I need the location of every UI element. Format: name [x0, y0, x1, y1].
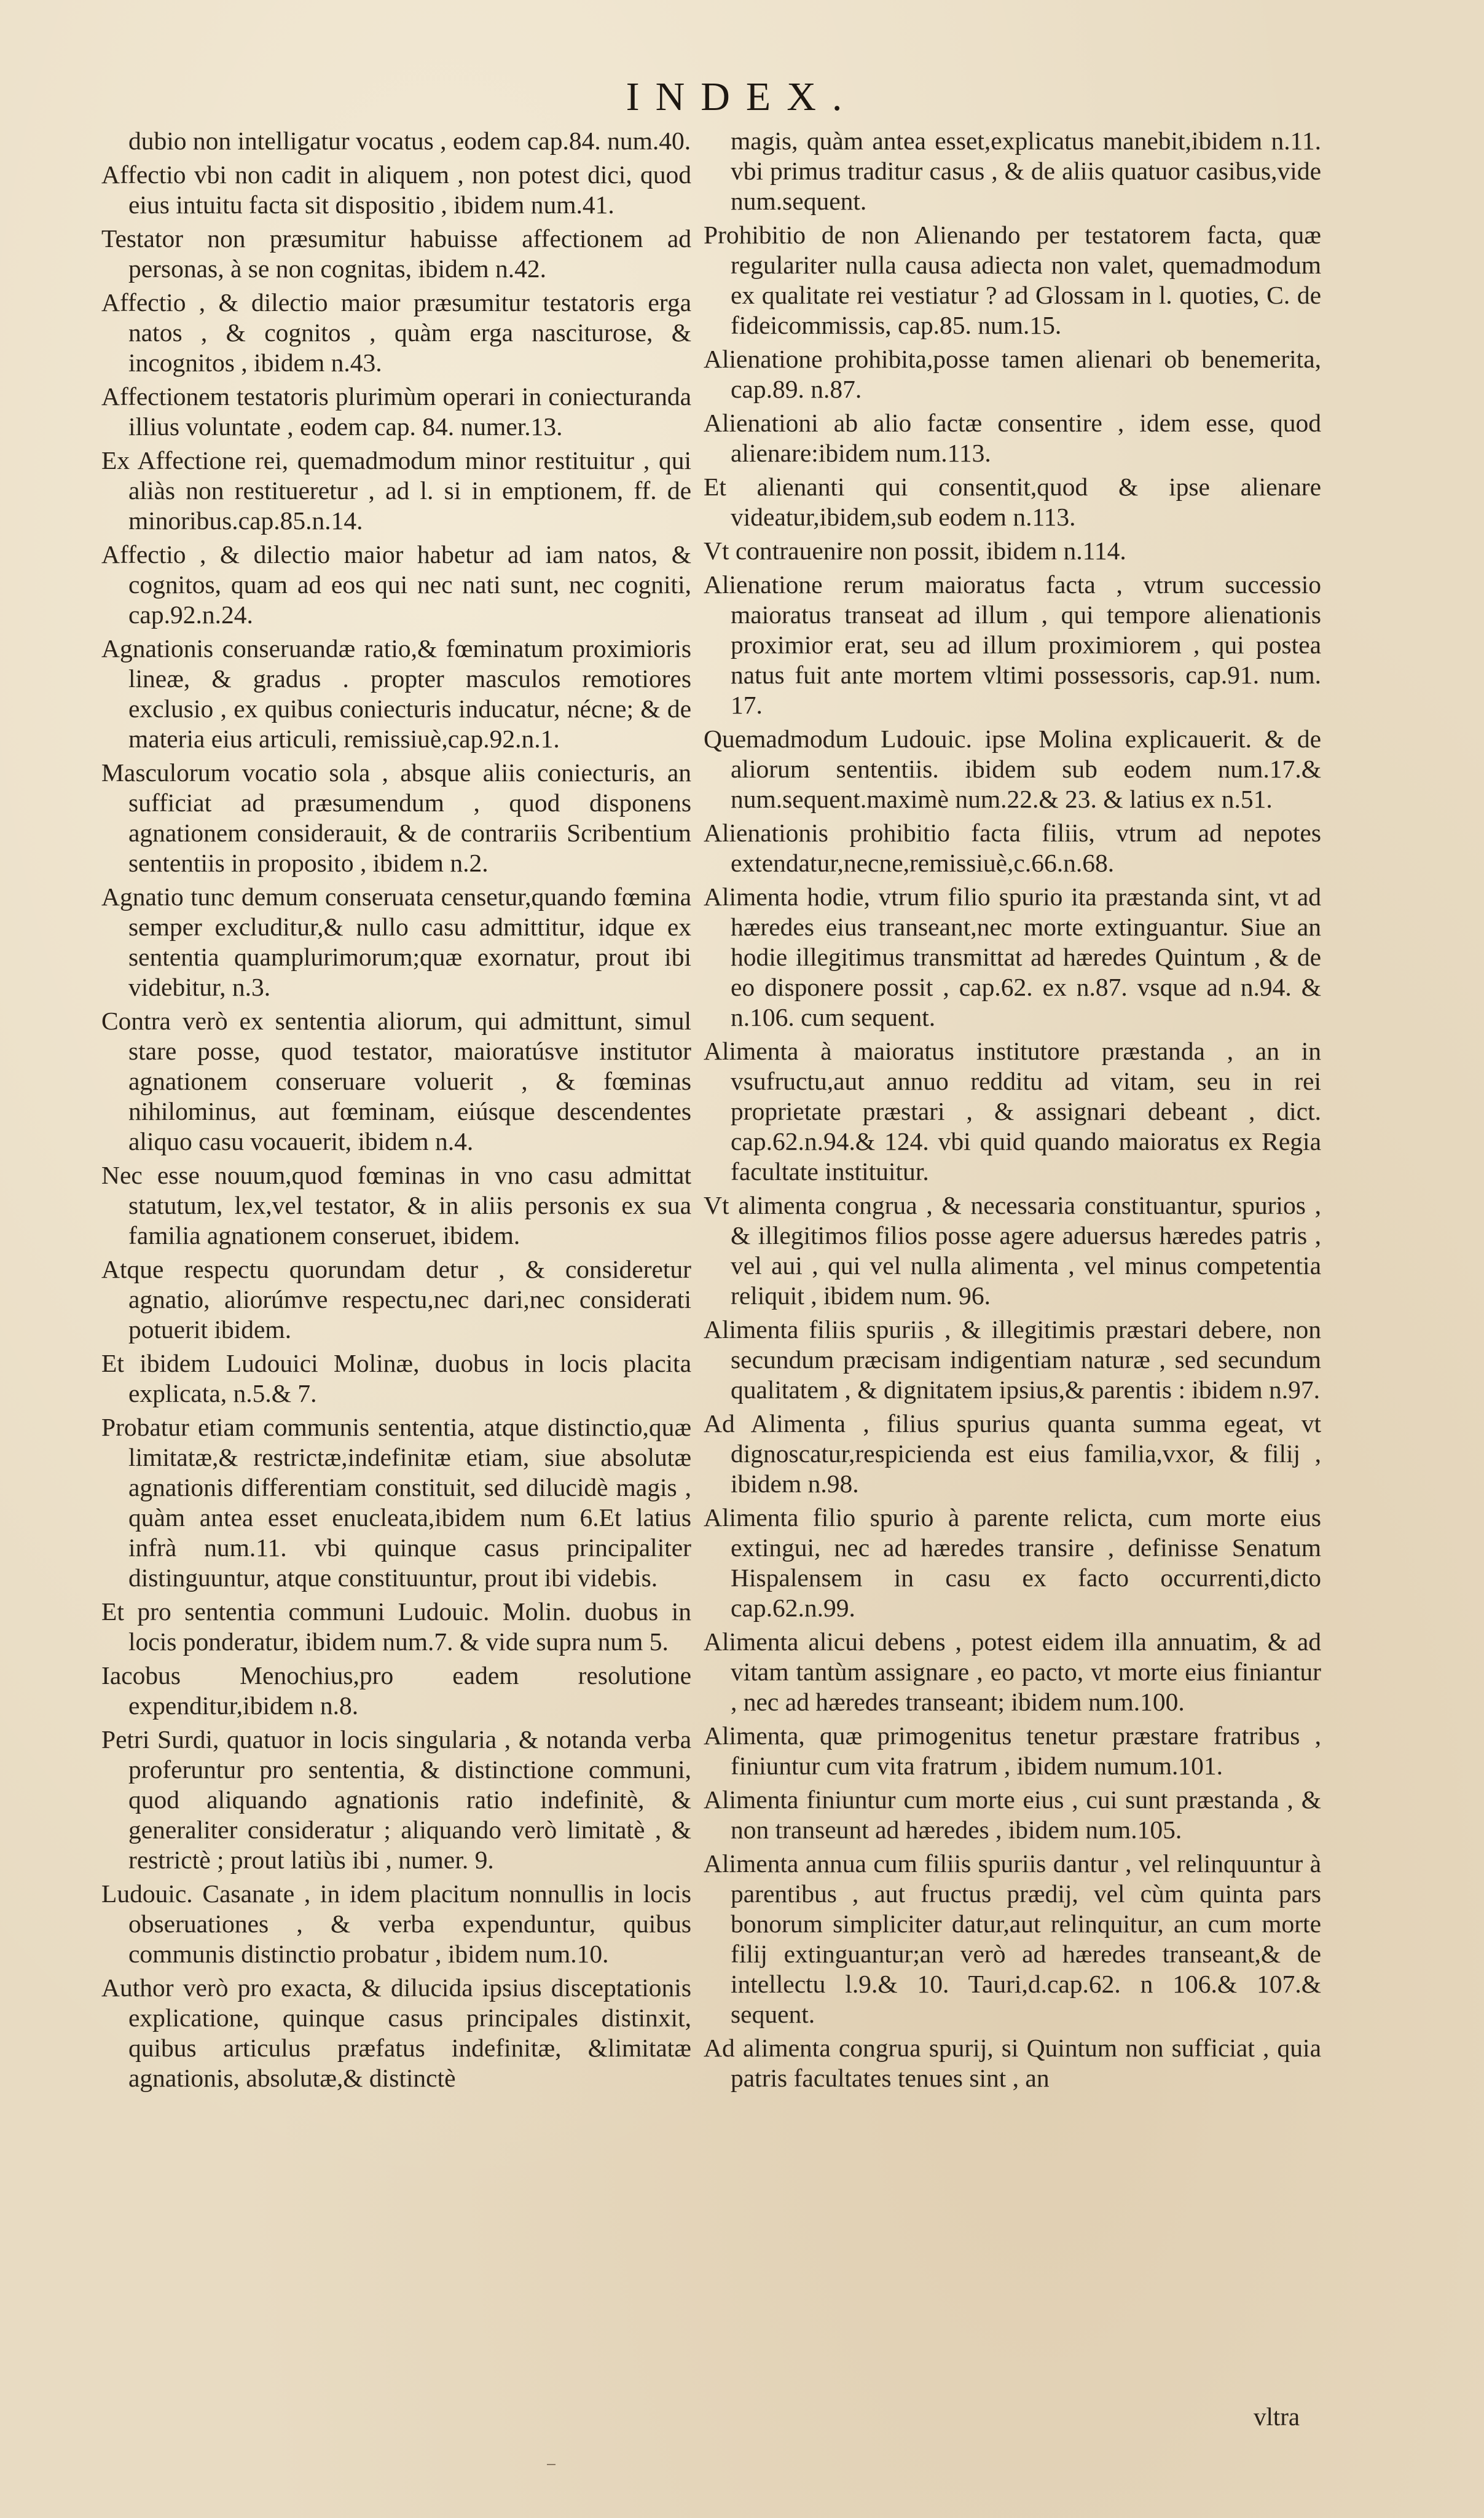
index-entry: magis, quàm antea esset,explicatus manebit,ibidem n.11. vbi primus traditur casus , & de aliis quatuor casibus,vide num.sequent.	[731, 127, 1321, 215]
index-entry: Vt alimenta congrua , & necessaria constituantur, spurios , & illegitimos filios posse agere aduersus hæredes patris , vel aui , qui vel nulla alimenta , vel minus competentia reliquit , ibidem num. 96.	[704, 1191, 1321, 1310]
index-entry: Alimenta à maioratus institutore præstanda , an in vsufructu,aut annuo redditu ad vitam, seu in rei proprietate præstari , & assignari debeant , dict. cap.62.n.94.& 124. vbi quid quando maioratus ex Regia facultate instituitur.	[704, 1037, 1321, 1186]
index-entry: Prohibitio de non Alienando per testatorem facta, quæ regulariter nulla causa adiecta non valet, quemadmodum ex qualitate rei vestiatur ? ad Glossam in l. quoties, C. de fideicommissis, cap.85. num.15.	[704, 221, 1321, 339]
index-entry: Alimenta alicui debens , potest eidem illa annuatim, & ad vitam tantùm assignare , eo pacto, vt morte eius finiantur , nec ad hæredes transeant; ibidem num.100.	[704, 1627, 1321, 1716]
index-entry: Alienationi ab alio factæ consentire , idem esse, quod alienare:ibidem num.113.	[704, 409, 1321, 467]
index-entry: Affectio , & dilectio maior præsumitur testatoris erga natos , & cognitos , quàm erga nasciturose, & incognitos , ibidem n.43.	[101, 288, 691, 377]
index-entry: Alimenta, quæ primogenitus tenetur præstare fratribus , finiuntur cum vita fratrum , ibidem numum.101.	[704, 1721, 1321, 1780]
index-entry: Affectionem testatoris plurimùm operari in coniecturanda illius voluntate , eodem cap. 84. numer.13.	[101, 382, 691, 441]
index-entry: Quemadmodum Ludouic. ipse Molina explicauerit. & de aliorum sententiis. ibidem sub eodem num.17.& num.sequent.maximè num.22.& 23. & latius ex n.51.	[704, 725, 1321, 813]
index-entry: dubio non intelligatur vocatus , eodem cap.84. num.40.	[128, 127, 691, 155]
index-entry: Affectio vbi non cadit in aliquem , non potest dici, quod eius intuitu facta sit dispositio , ibidem num.41.	[101, 160, 691, 219]
page-mark	[547, 2455, 556, 2465]
index-entry: Author verò pro exacta, & dilucida ipsius disceptationis explicatione, quinque casus principales distinxit, quibus articulus præfatus indefinitæ, &limitatæ agnationis, absolutæ,& distinctè	[101, 1973, 691, 2092]
index-entry: Ad alimenta congrua spurij, si Quintum non sufficiat , quia patris facultates tenues sint , an	[704, 2034, 1321, 2092]
index-entry: Contra verò ex sententia aliorum, qui admittunt, simul stare posse, quod testator, maioratúsve institutor agnationem conseruare voluerit , & fœminas nihilominus, aut fœminam, eiúsque descendentes aliquo casu vocauerit, ibidem n.4.	[101, 1007, 691, 1155]
index-entry: Ad Alimenta , filius spurius quanta summa egeat, vt dignoscatur,respicienda est eius familia,vxor, & filij , ibidem n.98.	[704, 1409, 1321, 1498]
index-entry: Masculorum vocatio sola , absque aliis coniecturis, an sufficiat ad præsumendum , quod disponens agnationem considerauit, & de contrariis Scribentium sententiis in proposito , ibidem n.2.	[101, 758, 691, 877]
index-entry: Alienatione prohibita,posse tamen alienari ob benemerita, cap.89. n.87.	[704, 345, 1321, 403]
index-entry: Et pro sententia communi Ludouic. Molin. duobus in locis ponderatur, ibidem num.7. & vide supra num 5.	[101, 1597, 691, 1656]
index-entry: Alienatione rerum maioratus facta , vtrum successio maioratus transeat ad illum , qui tempore alienationis proximior erat, seu ad illum proximiorem , qui postea natus fuit ante mortem vltimi possessoris, cap.91. num. 17.	[704, 570, 1321, 719]
index-entry: Alimenta filiis spuriis , & illegitimis præstari debere, non secundum præcisam indigentiam naturæ , sed secundum qualitatem , & dignitatem ipsius,& parentis : ibidem n.97.	[704, 1315, 1321, 1404]
index-entry: Alimenta filio spurio à parente relicta, cum morte eius extingui, nec ad hæredes transire , definisse Senatum Hispalensem in casu ex facto occurrenti,dicto cap.62.n.99.	[704, 1503, 1321, 1622]
index-entry: Alimenta annua cum filiis spuriis dantur , vel relinquuntur à parentibus , aut fructus prædij, vel cùm quinta pars bonorum simpliciter datur,aut relinquitur, an cum morte filij extinguantur;an verò ad hæredes transeant,& de intellectu l.9.& 10. Tauri,d.cap.62. n 106.& 107.& sequent.	[704, 1849, 1321, 2028]
index-entry: Alienationis prohibitio facta filiis, vtrum ad nepotes extendatur,necne,remissiuè,c.66.n.68.	[704, 819, 1321, 877]
right-column	[704, 126, 1321, 2097]
index-entry: Vt contrauenire non possit, ibidem n.114.	[704, 537, 1126, 565]
index-entry: Nec esse nouum,quod fœminas in vno casu admittat statutum, lex,vel testator, & in aliis personis ex sua familia agnationem conseruet, ibidem.	[101, 1161, 691, 1249]
index-entry: Affectio , & dilectio maior habetur ad iam natos, & cognitos, quam ad eos qui nec nati sunt, nec cogniti, cap.92.n.24.	[101, 540, 691, 629]
index-entry: Et ibidem Ludouici Molinæ, duobus in locis placita explicata, n.5.& 7.	[101, 1349, 691, 1407]
catchword: vltra	[1254, 2402, 1300, 2431]
index-entry: Petri Surdi, quatuor in locis singularia , & notanda verba proferuntur pro sententia, & distinctione communi, quod aliquando agnationis ratio indefinitè, & generaliter consideratur ; aliquando verò limitatè , & restrictè ; prout latiùs ibi , numer. 9.	[101, 1725, 691, 1874]
index-entry: Probatur etiam communis sententia, atque distinctio,quæ limitatæ,& restrictæ,indefinitæ etiam, siue absolutæ agnationis differentiam constituit, sed dilucidè magis , quàm antea esset enucleata,ibidem num 6.Et latius infrà num.11. vbi quinque casus principaliter distinguuntur, atque constituuntur, prout ibi videbis.	[101, 1413, 691, 1592]
index-entry: Testator non præsumitur habuisse affectionem ad personas, à se non cognitas, ibidem n.42.	[101, 224, 691, 283]
index-entry: Atque respectu quorundam detur , & consideretur agnatio, aliorúmve respectu,nec dari,nec considerati potuerit ibidem.	[101, 1255, 691, 1344]
index-entry: Agnatio tunc demum conseruata censetur,quando fœmina semper excluditur,& nullo casu admittitur, idque ex sententia quamplurimorum;quæ exornatur, prout ibi videbitur, n.3.	[101, 883, 691, 1001]
page-header: INDEX.	[626, 74, 858, 119]
index-entry: Iacobus Menochius,pro eadem resolutione expenditur,ibidem n.8.	[101, 1661, 691, 1720]
index-entry: Ex Affectione rei, quemadmodum minor restituitur , qui aliàs non restitueretur , ad l. si in emptionem, ff. de minoribus.cap.85.n.14.	[101, 446, 691, 535]
index-entry: Alimenta finiuntur cum morte eius , cui sunt præstanda , & non transeunt ad hæredes , ibidem num.105.	[704, 1785, 1321, 1844]
index-entry: Ludouic. Casanate , in idem placitum nonnullis in locis obseruationes , & verba expenduntur, quibus communis distinctio probatur , ibidem num.10.	[101, 1879, 691, 1968]
index-entry: Agnationis conseruandæ ratio,& fœminatum proximioris lineæ, & gradus . propter masculos remotiores exclusio , ex quibus coniecturis inducatur, nécne; & de materia eius articuli, remissiuè,cap.92.n.1.	[101, 634, 691, 753]
index-entry: Alimenta hodie, vtrum filio spurio ita præstanda sint, vt ad hæredes eius transeant,nec morte extinguantur. Siue an hodie illegitimus transmittat ad hæredes Quintum , & de eo disponere possit , cap.62. ex n.87. vsque ad n.94. & n.106. cum sequent.	[704, 883, 1321, 1031]
left-column	[101, 126, 691, 2097]
index-entry: Et alienanti qui consentit,quod & ipse alienare videatur,ibidem,sub eodem n.113.	[704, 473, 1321, 531]
